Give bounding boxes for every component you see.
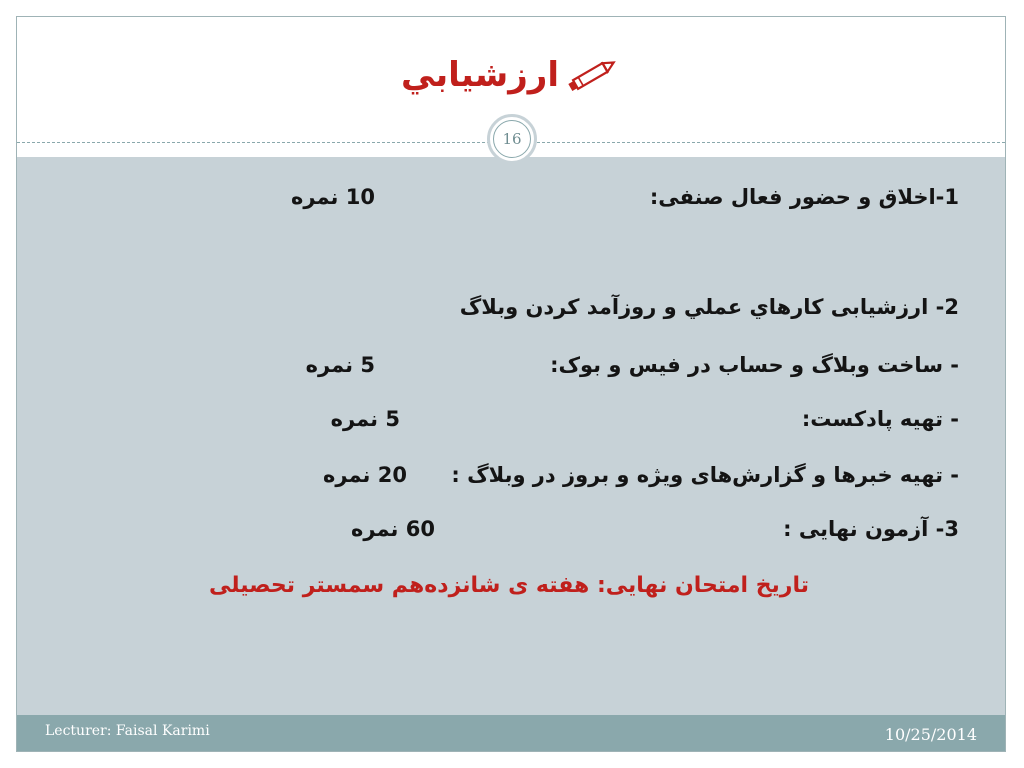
exam-date-note: تاریخ امتحان نهایی: هفته ی شانزده‌هم سمستر تحصیلی xyxy=(209,573,809,598)
footer xyxy=(17,715,1005,751)
page-number-badge xyxy=(487,114,537,164)
item3-points: 60 نمره xyxy=(351,517,435,541)
title-row xyxy=(401,55,621,95)
item1-points: 10 نمره xyxy=(291,185,375,209)
footer-date: 10/25/2014 xyxy=(884,725,977,744)
item2c-label: - تهیه خبرها و گزارش‌های ویژه و بروز در وبلاگ : xyxy=(451,463,959,487)
slide-title xyxy=(17,55,1005,104)
item2a-label: - ساخت وبلاگ و حساب در فیس و بوک: xyxy=(550,353,959,377)
pencil-icon xyxy=(563,55,621,95)
page-number: 16 xyxy=(493,120,531,158)
content-area xyxy=(17,157,1005,715)
item2c-points: 20 نمره xyxy=(323,463,407,487)
item3-label: 3- آزمون نهایی : xyxy=(783,517,959,541)
item2a-points: 5 نمره xyxy=(305,353,375,377)
slide xyxy=(16,16,1006,752)
footer-lecturer: Lecturer: Faisal Karimi xyxy=(45,723,210,739)
item2-heading: 2- ارزشیابی کارهاي عملي و روزآمد کردن وبلاگ xyxy=(459,295,959,319)
title-text: ارزشيابي xyxy=(400,55,560,95)
item2b-points: 5 نمره xyxy=(330,407,400,431)
item1-label: 1-اخلاق و حضور فعال صنفی: xyxy=(649,185,959,209)
item2b-label: - تهیه پادکست: xyxy=(801,407,959,431)
